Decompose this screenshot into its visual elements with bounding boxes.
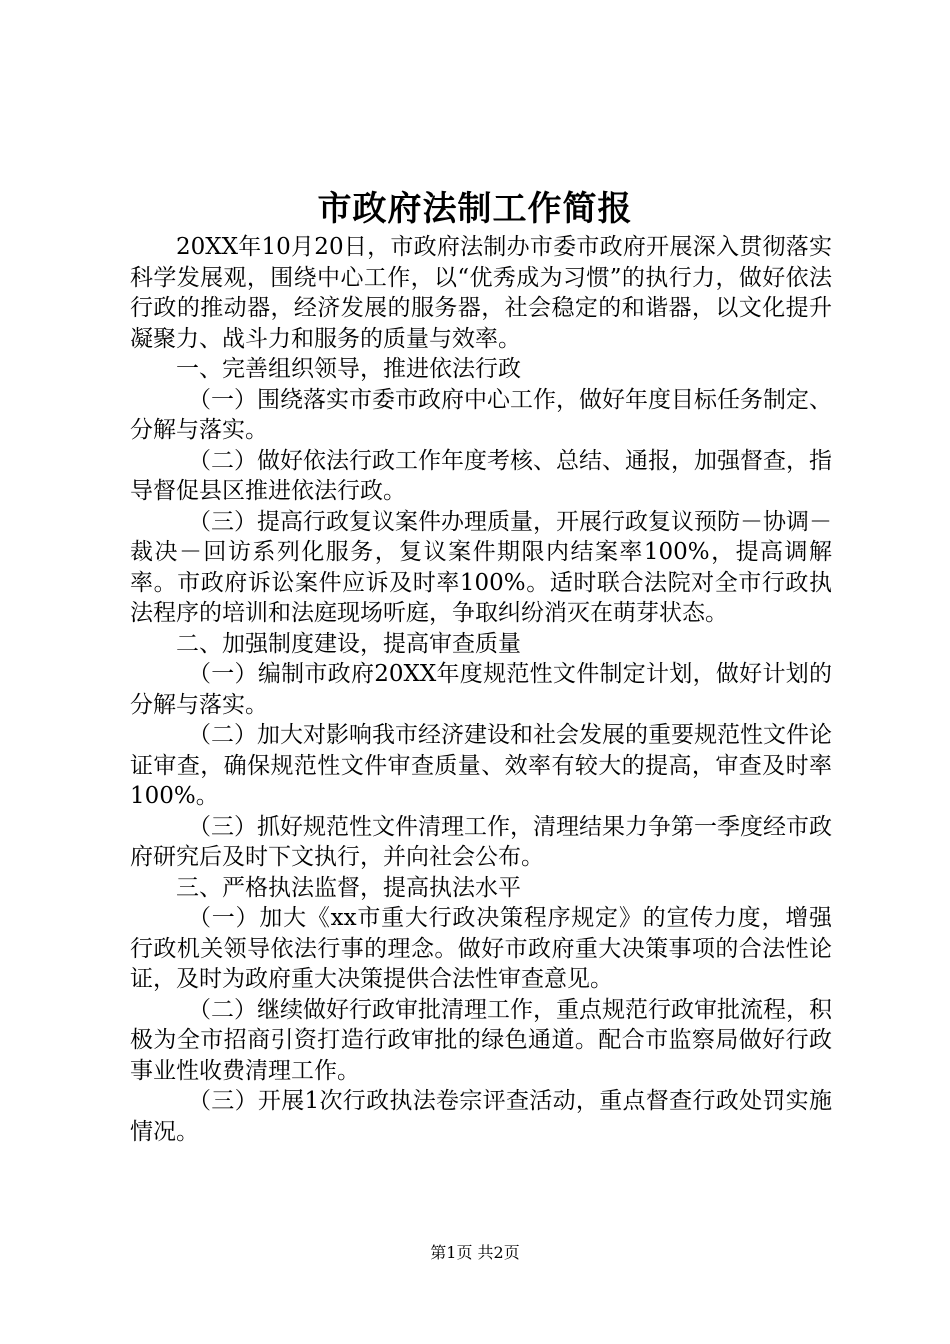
list-item: （一）围绕落实市委市政府中心工作，做好年度目标任务制定、分解与落实。 — [130, 386, 832, 443]
section-heading: 三、严格执法监督，提高执法水平 — [176, 874, 521, 901]
list-item: （二）做好依法行政工作年度考核、总结、通报，加强督查，指导督促县区推进依法行政。 — [130, 447, 832, 504]
list-item: （一）编制市政府20XX年度规范性文件制定计划，做好计划的分解与落实。 — [130, 661, 832, 718]
intro-paragraph: 20XX年10月20日，市政府法制办市委市政府开展深入贯彻落实科学发展观，围绕中心工作，以“优秀成为习惯”的执行力，做好依法行政的推动器，经济发展的服务器，社会稳定的和谐器，以文化提升凝聚力、战斗力和服务的质量与效率。 — [130, 234, 832, 352]
list-item: （三）开展1次行政执法卷宗评查活动，重点督查行政处罚实施情况。 — [130, 1088, 832, 1145]
document-body — [130, 232, 832, 1147]
page-number-footer: 第1页 共2页 — [430, 1243, 520, 1262]
section-heading: 一、完善组织领导，推进依法行政 — [176, 356, 521, 382]
list-item: （二）继续做好行政审批清理工作，重点规范行政审批流程，积极为全市招商引资打造行政审批的绿色通道。配合市监察局做好行政事业性收费清理工作。 — [130, 996, 832, 1084]
document-title: 市政府法制工作简报 — [317, 189, 633, 229]
list-item: （一）加大《xx市重大行政决策程序规定》的宣传力度，增强行政机关领导依法行事的理念。做好市政府重大决策事项的合法性论证，及时为政府重大决策提供合法性审查意见。 — [130, 905, 832, 992]
list-item: （二）加大对影响我市经济建设和社会发展的重要规范性文件论证审查，确保规范性文件审查质量、效率有较大的提高，审查及时率100%。 — [130, 722, 832, 809]
list-item: （三）抓好规范性文件清理工作，清理结果力争第一季度经市政府研究后及时下文执行，并向社会公布。 — [130, 813, 832, 870]
list-item: （三）提高行政复议案件办理质量，开展行政复议预防－协调－裁决－回访系列化服务，复议案件期限内结案率100%，提高调解率。市政府诉讼案件应诉及时率100%。适时联合法院对全市行政执法程序的培训和法庭现场听庭，争取纠纷消灭在萌芽状态。 — [130, 508, 832, 626]
section-heading: 二、加强制度建设，提高审查质量 — [176, 630, 521, 657]
